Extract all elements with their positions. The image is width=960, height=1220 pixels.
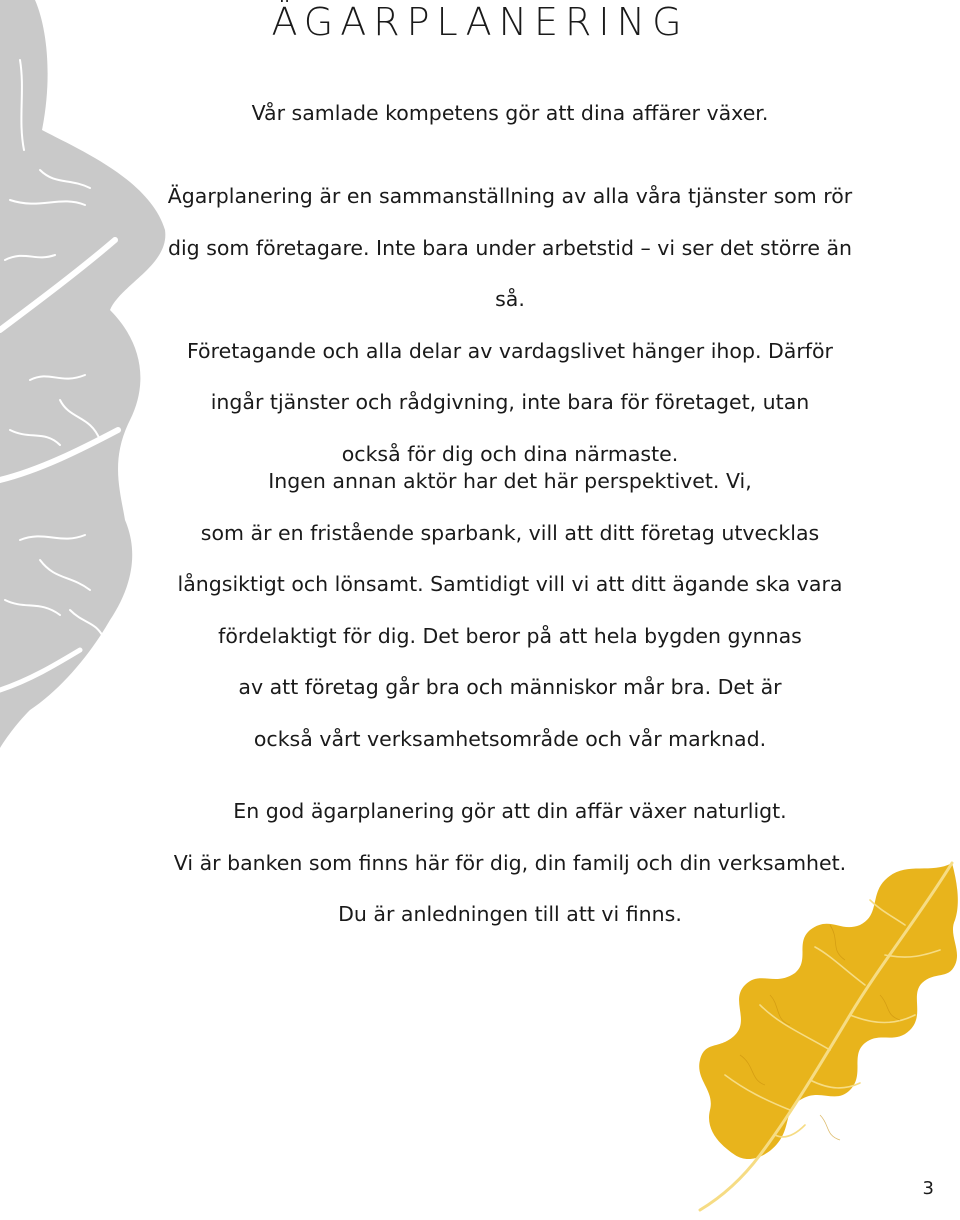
text-line: En god ägarplanering gör att din affär växer naturligt. xyxy=(233,799,787,823)
page-number: 3 xyxy=(922,1178,934,1199)
text-line: också för dig och dina närmaste. xyxy=(341,441,679,466)
text-line: Vår samlade kompetens gör att dina affärer växer. xyxy=(251,101,769,125)
body-paragraph-1 xyxy=(150,171,870,480)
text-line: Företagande och alla delar av vardagslivet hänger ihop. Därför xyxy=(187,338,833,363)
body-paragraph-2 xyxy=(150,456,870,765)
text-line: Vi är banken som finns här för dig, din familj och din verksamhet. xyxy=(173,850,847,875)
text-line: också vårt verksamhetsområde och vår marknad. xyxy=(253,726,767,751)
text-line: ingår tjänster och rådgivning, inte bara för företaget, utan xyxy=(210,390,810,414)
text-line: som är en fristående sparbank, vill att ditt företag utvecklas xyxy=(200,520,820,545)
text-line: Ingen annan aktör har det här perspektivet. Vi, xyxy=(268,469,752,493)
text-line: av att företag går bra och människor mår bra. Det är xyxy=(238,675,782,699)
text-line: fördelaktigt för dig. Det beror på att hela bygden gynnas xyxy=(218,623,802,648)
text-line: Ägarplanering är en sammanställning av alla våra tjänster som rör xyxy=(167,184,853,208)
page-title: ÄGARPLANERING xyxy=(271,0,689,44)
text-line: Du är anledningen till att vi finns. xyxy=(338,902,682,926)
text-line: långsiktigt och lönsamt. Samtidigt vill vi att ditt ägande ska vara xyxy=(177,572,843,596)
intro-paragraph xyxy=(150,98,870,128)
closing-paragraph xyxy=(150,786,870,941)
text-line: dig som företagare. Inte bara under arbetstid – vi ser det större än så. xyxy=(167,235,853,311)
